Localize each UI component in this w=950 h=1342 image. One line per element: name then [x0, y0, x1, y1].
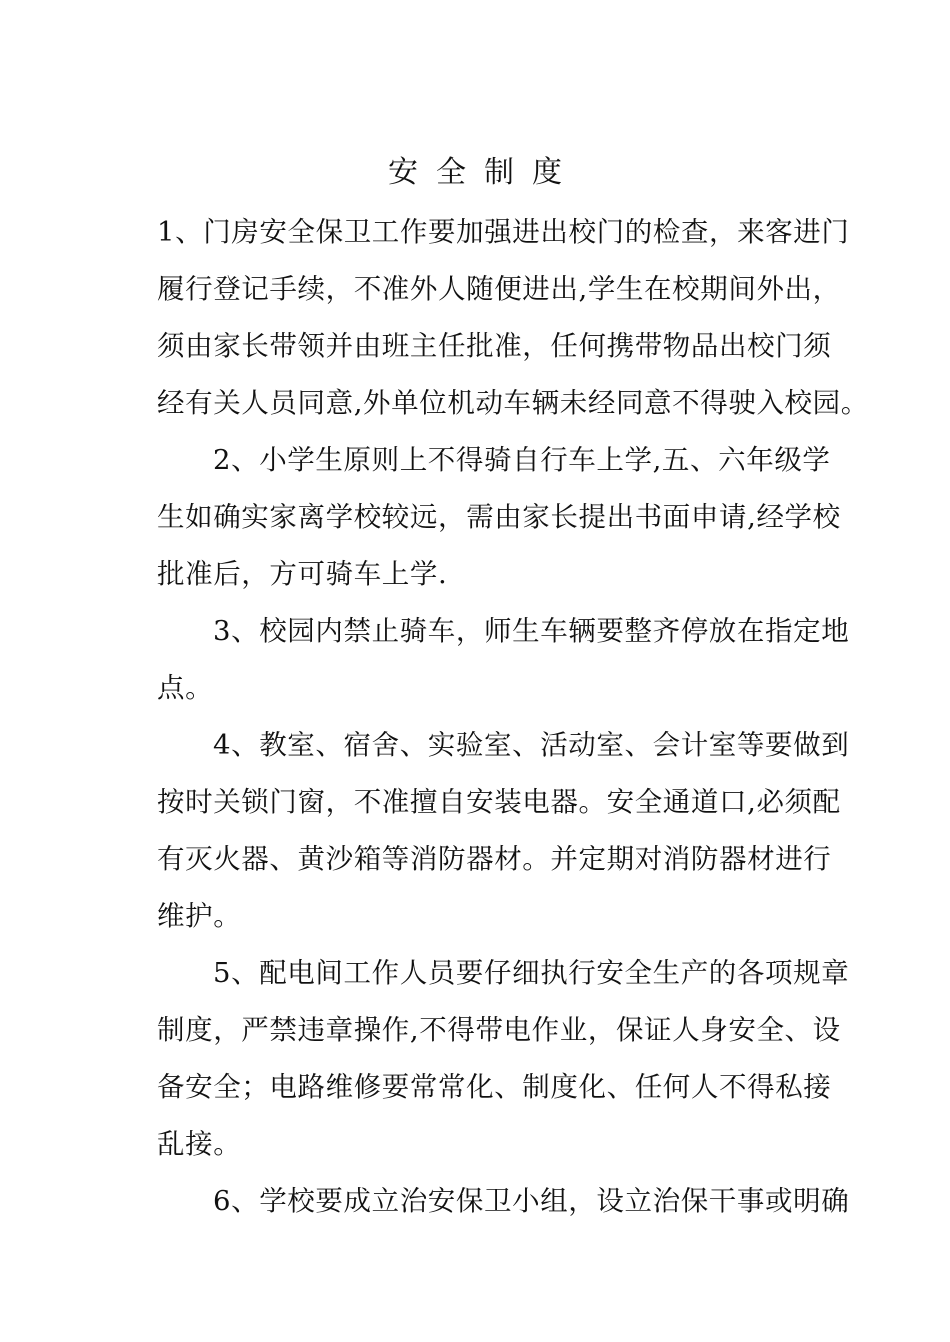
paragraph-1-line-4: 经有关人员同意,外单位机动车辆未经同意不得驶入校园。	[157, 387, 869, 419]
paragraph-6-line-1: 6、学校要成立治安保卫小组，设立治保干事或明确	[213, 1185, 850, 1217]
paragraph-3-line-2: 点。	[157, 672, 214, 704]
paragraph-4-line-2: 按时关锁门窗，不准擅自安装电器。安全通道口,必须配	[157, 786, 841, 818]
paragraph-4-line-4: 维护。	[157, 900, 242, 932]
paragraph-4-line-1: 4、教室、宿舍、实验室、活动室、会计室等要做到	[213, 729, 850, 761]
paragraph-5-line-4: 乱接。	[157, 1128, 242, 1160]
paragraph-2-line-1: 2、小学生原则上不得骑自行车上学,五、六年级学	[213, 444, 831, 476]
paragraph-5-line-1: 5、配电间工作人员要仔细执行安全生产的各项规章	[213, 957, 850, 989]
paragraph-1-line-3: 须由家长带领并由班主任批准，任何携带物品出校门须	[157, 330, 832, 362]
paragraph-1-line-1: 1、门房安全保卫工作要加强进出校门的检查，来客进门	[157, 216, 850, 248]
paragraph-5-line-2: 制度，严禁违章操作,不得带电作业，保证人身安全、设	[157, 1014, 841, 1046]
paragraph-2-line-3: 批准后，方可骑车上学.	[157, 558, 448, 590]
document-title: 安全制度	[388, 155, 580, 190]
paragraph-5-line-3: 备安全；电路维修要常常化、制度化、任何人不得私接	[157, 1071, 832, 1103]
paragraph-2-line-2: 生如确实家离学校较远，需由家长提出书面申请,经学校	[157, 501, 841, 533]
paragraph-4-line-3: 有灭火器、黄沙箱等消防器材。并定期对消防器材进行	[157, 843, 832, 875]
paragraph-1-line-2: 履行登记手续，不准外人随便进出,学生在校期间外出，	[157, 273, 841, 305]
paragraph-3-line-1: 3、校园内禁止骑车，师生车辆要整齐停放在指定地	[213, 615, 850, 647]
